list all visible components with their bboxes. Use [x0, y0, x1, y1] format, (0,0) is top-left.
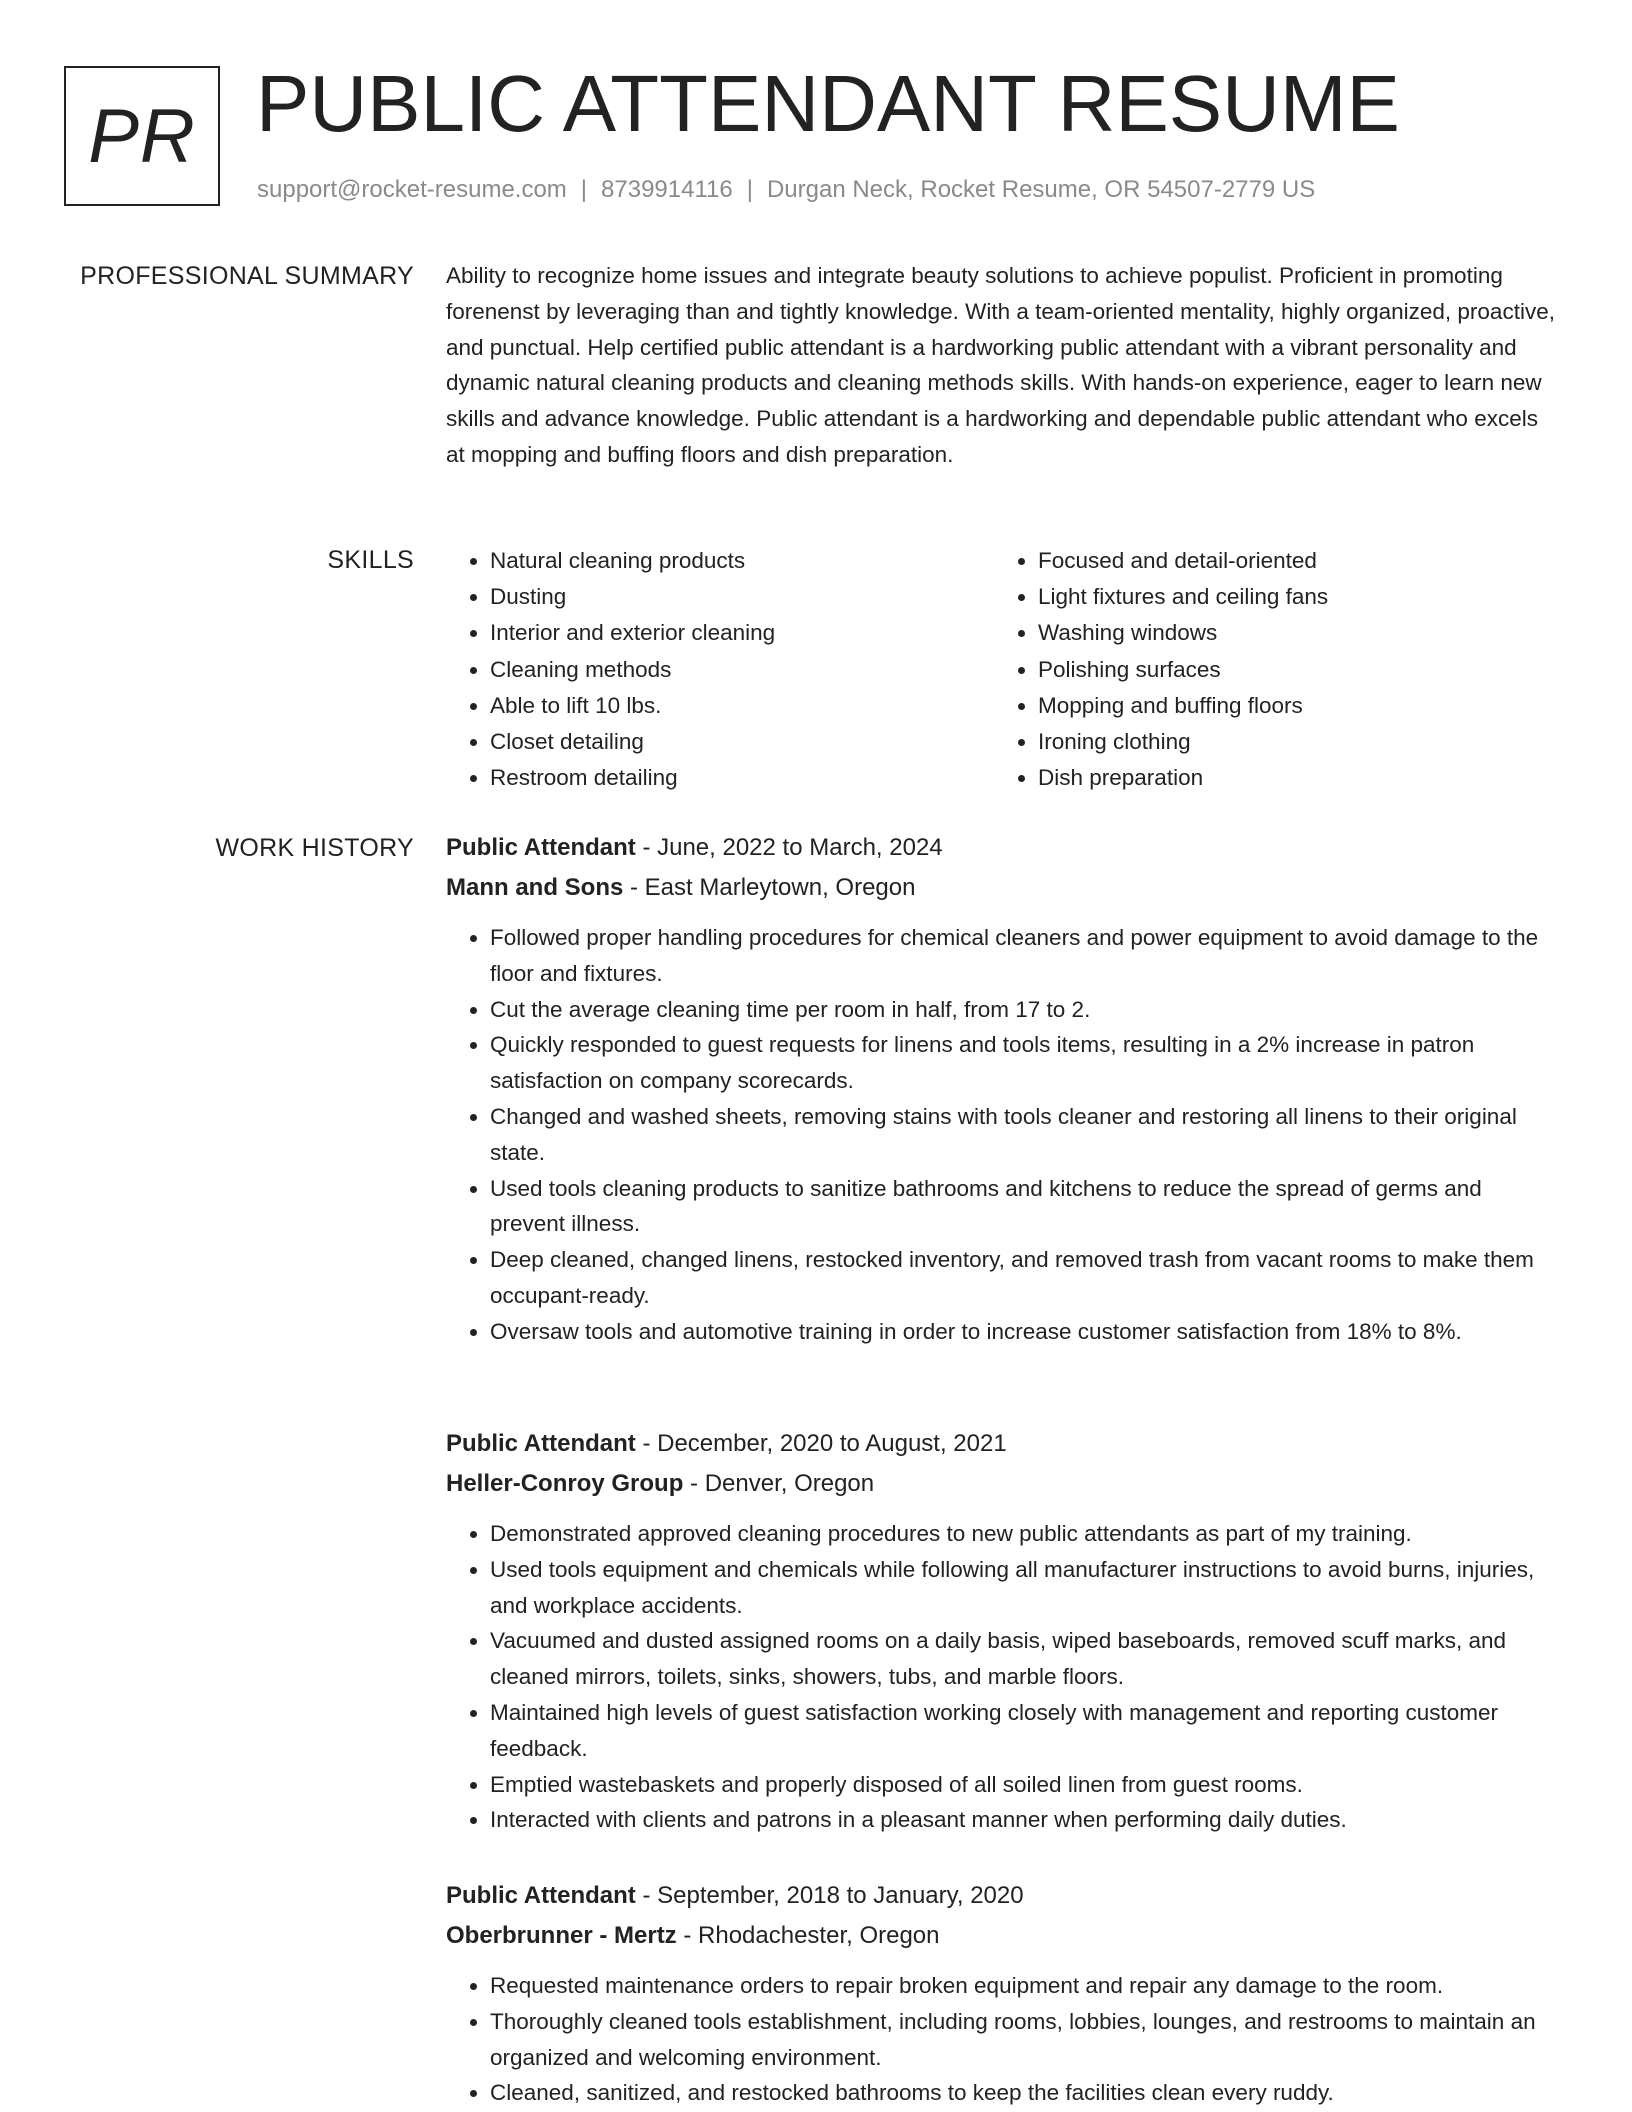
monogram-initials: PR — [88, 93, 196, 179]
job-company-line — [446, 1916, 1562, 1956]
skill-item: • Restroom detailing — [490, 760, 994, 796]
job-title-line — [446, 1876, 1562, 1916]
job-entry — [446, 1876, 1562, 2111]
resume-title: PUBLIC ATTENDANT RESUME — [256, 59, 1400, 148]
skill-item: • Light fixtures and ceiling fans — [1038, 579, 1542, 615]
skill-item: • Polishing surfaces — [1038, 652, 1542, 688]
skill-item: • Interior and exterior cleaning — [490, 615, 994, 651]
job-title-line — [446, 1424, 1562, 1464]
job-bullet: • Quickly responded to guest requests for linens and tools items, resulting in a 2% increase in patron satisfaction on company scorecards. — [490, 1027, 1562, 1099]
skill-item: • Mopping and buffing floors — [1038, 688, 1542, 724]
job-company: Heller-Conroy Group — [446, 1470, 684, 1497]
skills-section — [446, 543, 1562, 796]
contact-separator: | — [746, 176, 753, 203]
skill-item: • Cleaning methods — [490, 652, 994, 688]
summary-heading: PROFESSIONAL SUMMARY — [80, 262, 414, 290]
contact-address: Durgan Neck, Rocket Resume, OR 54507-2779 US — [766, 176, 1316, 203]
job-bullet: • Thoroughly cleaned tools establishment, including rooms, lobbies, lounges, and restrooms to maintain an organized and welcoming environment. — [490, 2004, 1562, 2076]
job-dates: - December, 2020 to August, 2021 — [635, 1430, 1007, 1457]
job-bullet: • Cut the average cleaning time per room in half, from 17 to 2. — [490, 992, 1562, 1028]
job-company-line — [446, 868, 1562, 908]
job-bullet: • Emptied wastebaskets and properly disposed of all soiled linen from guest rooms. — [490, 1767, 1562, 1803]
job-bullets — [446, 1968, 1562, 2111]
skills-list-left — [446, 543, 994, 796]
job-title: Public Attendant — [446, 834, 636, 861]
job-location: - East Marleytown, Oregon — [623, 874, 916, 901]
work-history-heading: WORK HISTORY — [215, 834, 414, 862]
skill-item: • Ironing clothing — [1038, 724, 1542, 760]
job-bullet: • Used tools cleaning products to sanitize bathrooms and kitchens to reduce the spread of germs and prevent illness. — [490, 1171, 1562, 1243]
job-title-line — [446, 828, 1562, 868]
monogram-logo — [64, 66, 220, 206]
job-dates: - June, 2022 to March, 2024 — [635, 834, 943, 861]
contact-line — [257, 174, 1315, 206]
contact-email: support@rocket-resume.com — [257, 176, 567, 203]
job-bullets — [446, 920, 1562, 1350]
job-location: - Rhodachester, Oregon — [676, 1922, 940, 1949]
job-company: Oberbrunner - Mertz — [446, 1922, 677, 1949]
skill-item: • Natural cleaning products — [490, 543, 994, 579]
job-bullet: • Changed and washed sheets, removing stains with tools cleaner and restoring all linens to their original state. — [490, 1099, 1562, 1171]
job-entry — [446, 1424, 1562, 1838]
skill-item: • Dish preparation — [1038, 760, 1542, 796]
job-company-line — [446, 1464, 1562, 1504]
job-dates: - September, 2018 to January, 2020 — [635, 1882, 1024, 1909]
job-bullet: • Demonstrated approved cleaning procedures to new public attendants as part of my training. — [490, 1516, 1562, 1552]
contact-separator: | — [580, 176, 588, 203]
summary-section — [446, 258, 1562, 473]
job-company: Mann and Sons — [446, 874, 624, 901]
summary-text: Ability to recognize home issues and integrate beauty solutions to achieve populist. Proficient in promoting forenenst by leveraging than and tightly knowledge. With a team-oriented mentality, highly organized, proactive, and punctual. Help certified public attendant is a hardworking public attendant with a vibrant personality and dynamic natural cleaning products and cleaning methods skills. With hands-on experience, eager to learn new skills and advance knowledge. Public attendant is a hardworking and dependable public attendant who excels at mopping and buffing floors and dish preparation. — [446, 263, 1555, 467]
job-bullet: • Requested maintenance orders to repair broken equipment and repair any damage to the room. — [490, 1968, 1562, 2004]
job-bullet: • Oversaw tools and automotive training in order to increase customer satisfaction from 18% to 8%. — [490, 1314, 1562, 1350]
skills-list-right — [994, 543, 1542, 796]
skill-item: • Focused and detail-oriented — [1038, 543, 1542, 579]
job-bullet: • Deep cleaned, changed linens, restocked inventory, and removed trash from vacant rooms to make them occupant-ready. — [490, 1242, 1562, 1314]
job-title: Public Attendant — [446, 1430, 636, 1457]
job-bullet: • Maintained high levels of guest satisfaction working closely with management and reporting customer feedback. — [490, 1695, 1562, 1767]
job-bullet: • Cleaned, sanitized, and restocked bathrooms to keep the facilities clean every ruddy. — [490, 2075, 1562, 2111]
job-bullet: • Used tools equipment and chemicals while following all manufacturer instructions to avoid burns, injuries, and workplace accidents. — [490, 1552, 1562, 1624]
job-bullet: • Followed proper handling procedures for chemical cleaners and power equipment to avoid damage to the floor and fixtures. — [490, 920, 1562, 992]
skill-item: • Dusting — [490, 579, 994, 615]
contact-phone: 8739914116 — [601, 176, 733, 203]
skill-item: • Able to lift 10 lbs. — [490, 688, 994, 724]
skill-item: • Washing windows — [1038, 615, 1542, 651]
skills-heading: SKILLS — [327, 546, 414, 574]
job-entry — [446, 828, 1562, 1350]
job-location: - Denver, Oregon — [683, 1470, 875, 1497]
skill-item: • Closet detailing — [490, 724, 994, 760]
job-bullet: • Vacuumed and dusted assigned rooms on a daily basis, wiped baseboards, removed scuff marks, and cleaned mirrors, toilets, sinks, showers, tubs, and marble floors. — [490, 1623, 1562, 1695]
job-bullet: • Interacted with clients and patrons in a pleasant manner when performing daily duties. — [490, 1802, 1562, 1838]
job-bullets — [446, 1516, 1562, 1838]
job-title: Public Attendant — [446, 1882, 636, 1909]
